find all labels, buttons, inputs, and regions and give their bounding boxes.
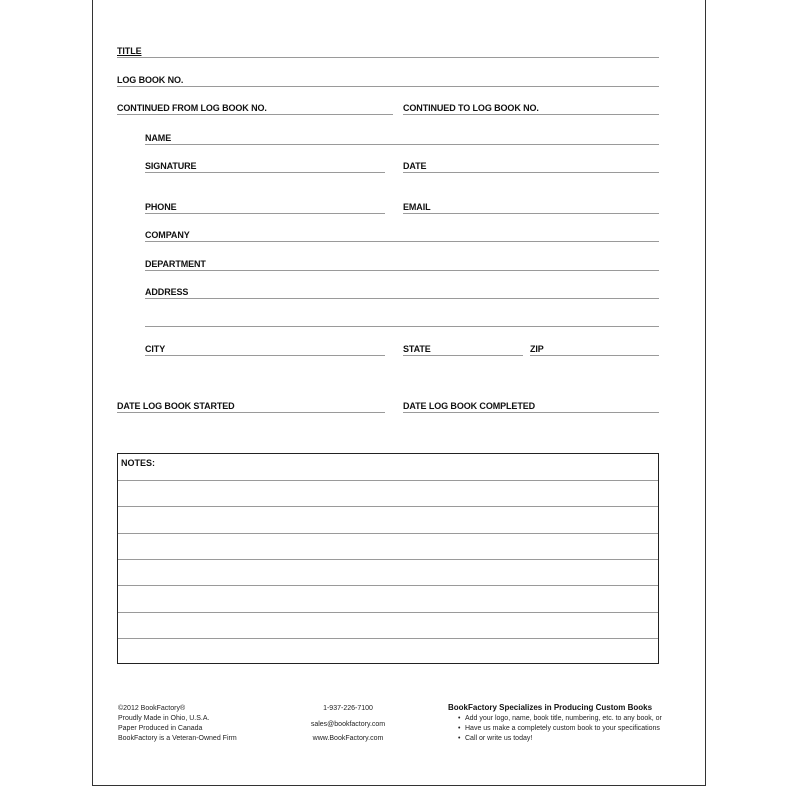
footer-bullet-custom: • Have us make a completely custom book to your specifications	[465, 724, 660, 734]
department-field[interactable]	[145, 256, 659, 271]
state-label: STATE	[403, 344, 431, 354]
address-line-2[interactable]	[145, 312, 659, 327]
city-field[interactable]	[145, 341, 385, 356]
footer-copyright: ©2012 BookFactory®	[118, 705, 186, 712]
zip-label: ZIP	[530, 344, 544, 354]
footer-made-in: Proudly Made in Ohio, U.S.A.	[118, 715, 210, 722]
log-book-no-label: LOG BOOK NO.	[117, 75, 184, 85]
log-book-no-field[interactable]	[117, 72, 659, 87]
phone-field[interactable]	[145, 199, 385, 214]
signature-field[interactable]	[145, 158, 385, 173]
notes-line	[118, 533, 658, 534]
date-started-field[interactable]	[117, 398, 385, 413]
email-field[interactable]	[403, 199, 659, 214]
city-label: CITY	[145, 344, 166, 354]
notes-line	[118, 612, 658, 613]
signature-label: SIGNATURE	[145, 161, 197, 171]
continued-to-field[interactable]	[403, 100, 659, 115]
form-page	[92, 0, 706, 786]
notes-line	[118, 559, 658, 560]
footer-veteran: BookFactory is a Veteran-Owned Firm	[118, 735, 237, 742]
continued-from-field[interactable]	[117, 100, 393, 115]
continued-from-label: CONTINUED FROM LOG BOOK NO.	[117, 103, 267, 113]
company-field[interactable]	[145, 227, 659, 242]
footer-website-link[interactable]: www.BookFactory.com	[312, 735, 384, 742]
footer-bullet-call: • Call or write us today!	[465, 734, 532, 744]
phone-label: PHONE	[145, 202, 177, 212]
notes-line	[118, 506, 658, 507]
notes-line	[118, 480, 658, 481]
notes-box[interactable]	[117, 453, 659, 664]
date-completed-field[interactable]	[403, 398, 659, 413]
footer-email-link[interactable]: sales@bookfactory.com	[310, 721, 386, 728]
date-label: DATE	[403, 161, 427, 171]
notes-line	[118, 585, 658, 586]
footer-phone: 1-937-226-7100	[323, 705, 373, 712]
name-label: NAME	[145, 133, 172, 143]
continued-to-label: CONTINUED TO LOG BOOK NO.	[403, 103, 539, 113]
title-field[interactable]	[117, 43, 659, 58]
department-label: DEPARTMENT	[145, 259, 206, 269]
name-field[interactable]	[145, 130, 659, 145]
notes-label: NOTES:	[121, 458, 156, 468]
zip-field[interactable]	[530, 341, 659, 356]
date-started-label: DATE LOG BOOK STARTED	[117, 401, 235, 411]
date-completed-label: DATE LOG BOOK COMPLETED	[403, 401, 536, 411]
address-label: ADDRESS	[145, 287, 189, 297]
date-field[interactable]	[403, 158, 659, 173]
state-field[interactable]	[403, 341, 523, 356]
company-label: COMPANY	[145, 230, 190, 240]
title-label: TITLE	[117, 46, 142, 56]
footer-bullet-logo: • Add your logo, name, book title, numbering, etc. to any book, or	[465, 714, 662, 724]
footer-paper: Paper Produced in Canada	[118, 725, 203, 732]
notes-line	[118, 638, 658, 639]
footer-custom-heading: BookFactory Specializes in Producing Custom Books	[448, 703, 653, 712]
address-field[interactable]	[145, 284, 659, 299]
email-label: EMAIL	[403, 202, 431, 212]
